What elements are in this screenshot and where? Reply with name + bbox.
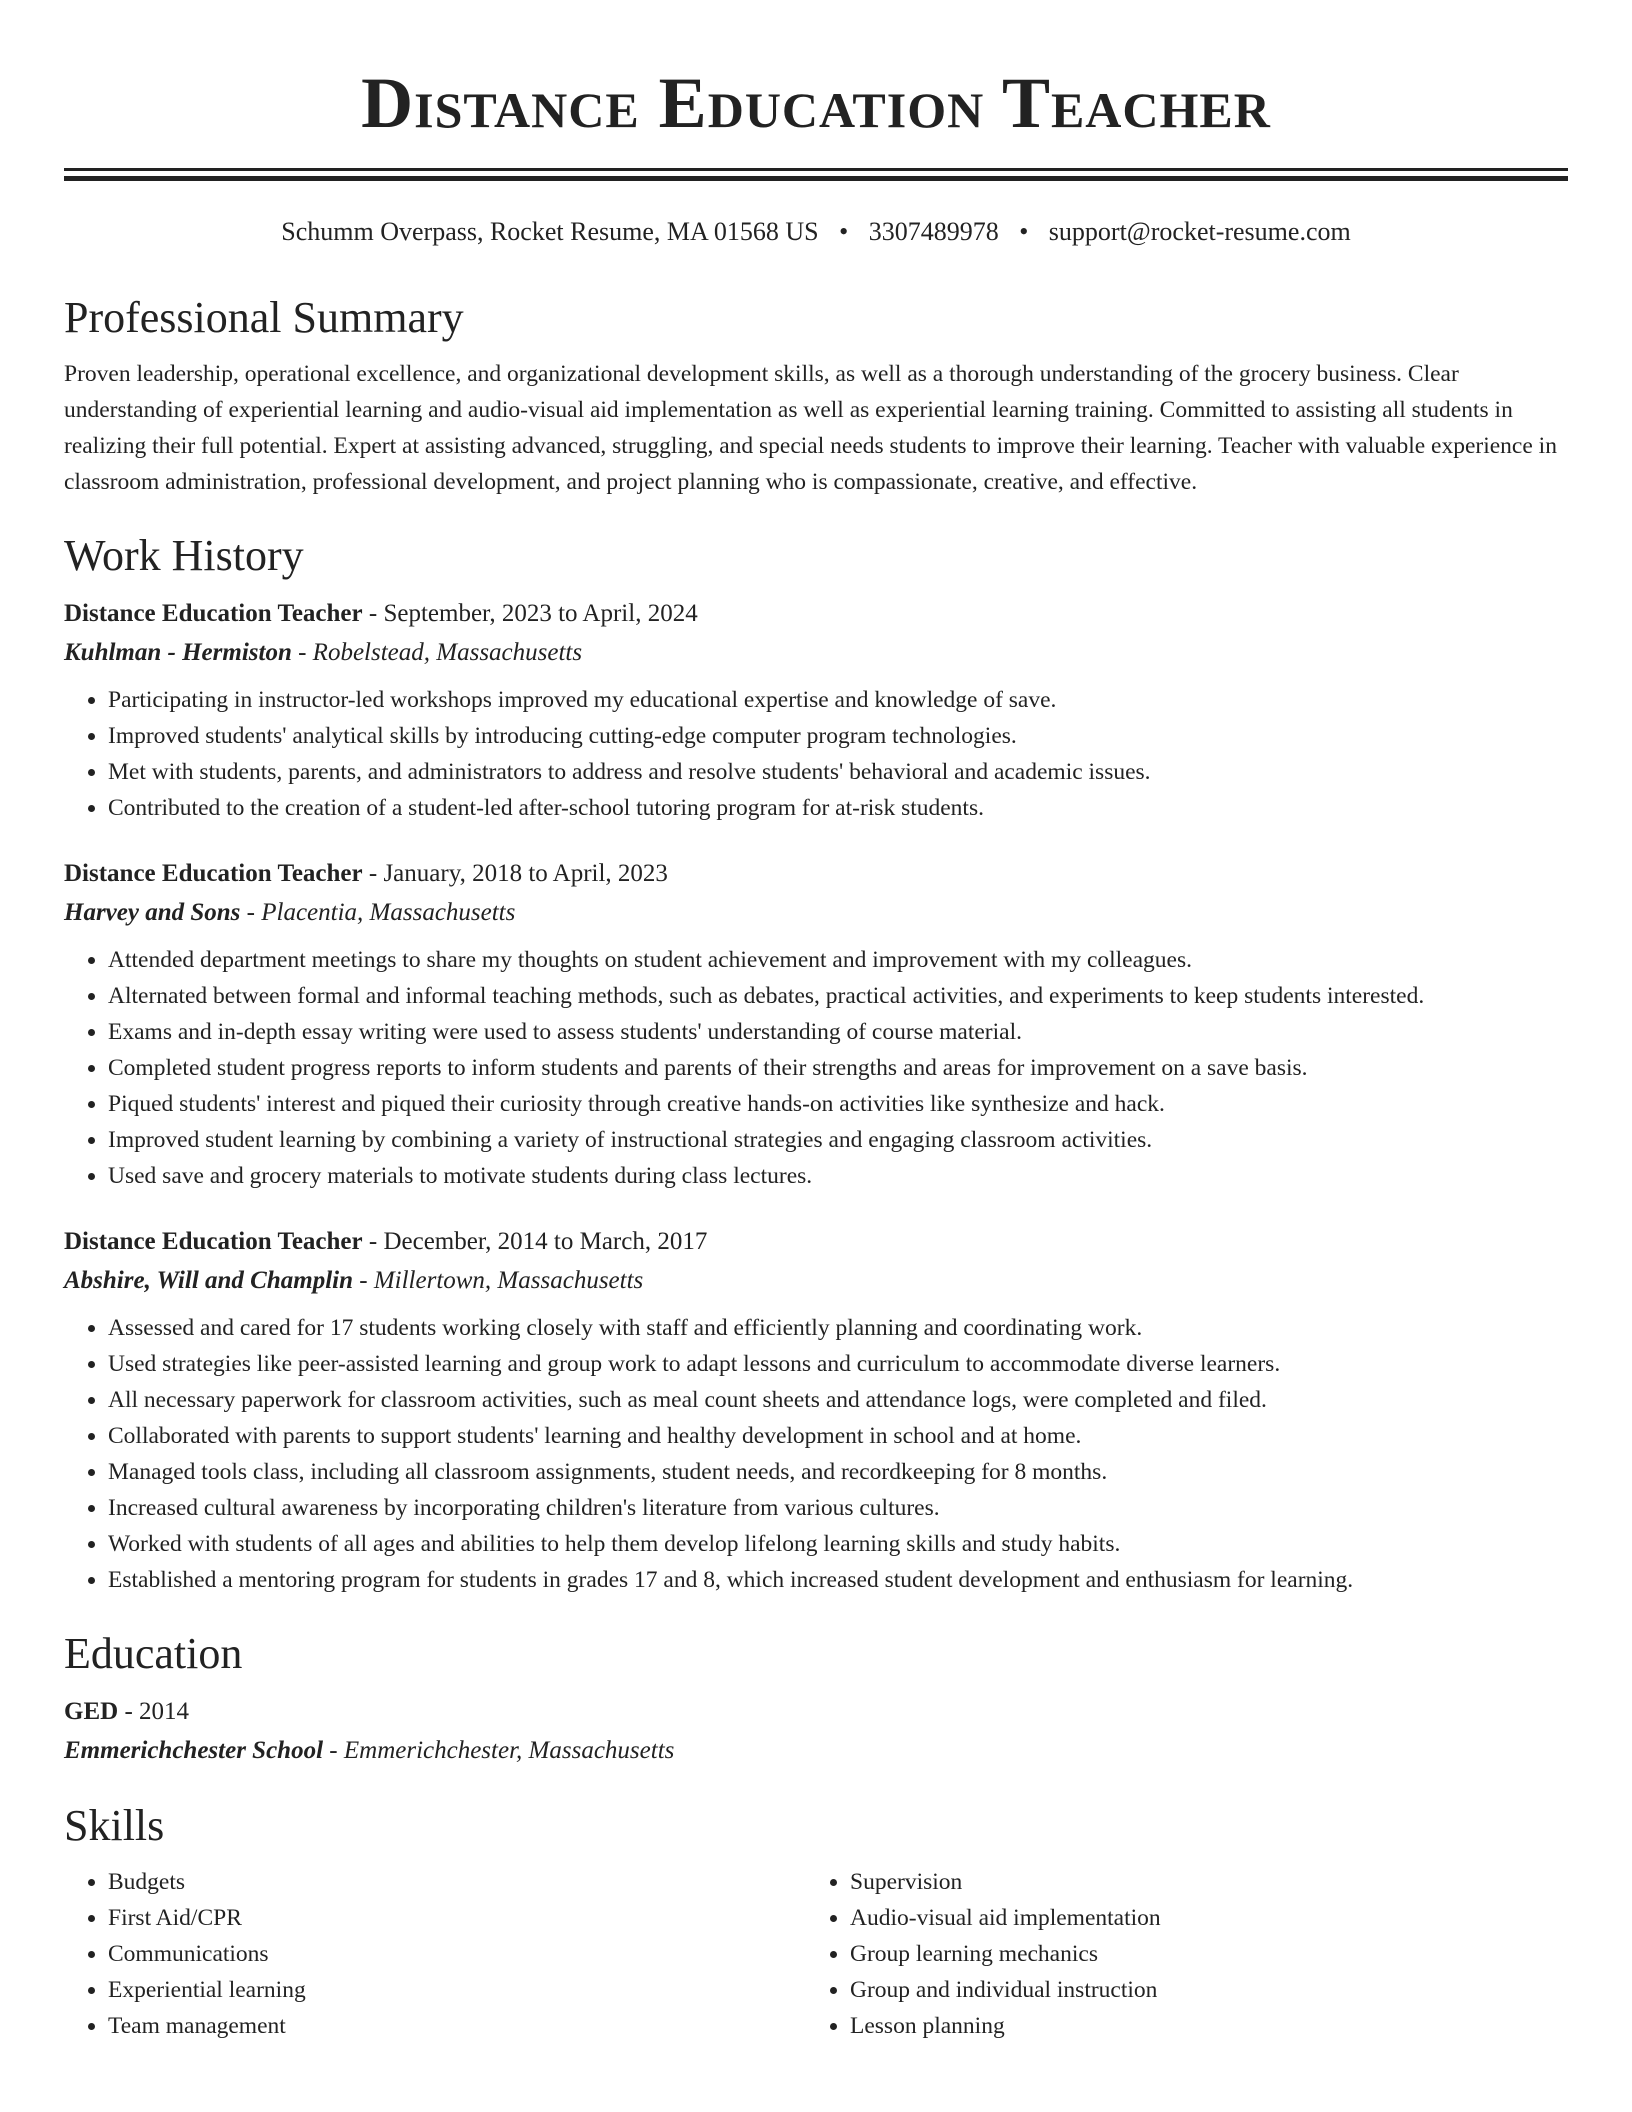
- job-bullets: [64, 1310, 1568, 1598]
- company-location: - Robelstead, Massachusetts: [291, 639, 583, 666]
- job-title-line: [64, 1224, 1568, 1260]
- contact-phone: 3307489978: [868, 217, 999, 246]
- job-entry: [64, 1224, 1568, 1598]
- company-name: Harvey and Sons: [64, 899, 241, 926]
- company-name: Abshire, Will and Champlin: [64, 1267, 353, 1294]
- work-history-heading: Work History: [64, 531, 304, 580]
- job-bullet: • Contributed to the creation of a student-led after-school tutoring program for at-risk students.: [108, 790, 1568, 826]
- job-bullet: • All necessary paperwork for classroom activities, such as meal count sheets and attendance logs, were completed and filed.: [108, 1382, 1568, 1418]
- job-bullets: [64, 942, 1568, 1194]
- school-location: - Emmerichchester, Massachusetts: [323, 1737, 675, 1764]
- job-bullet: • Worked with students of all ages and abilities to help them develop lifelong learning skills and study habits.: [108, 1526, 1568, 1562]
- company-line: [64, 894, 1568, 932]
- school-line: [64, 1732, 1568, 1770]
- job-title: Distance Education Teacher: [64, 600, 363, 627]
- company-location: - Millertown, Massachusetts: [353, 1267, 644, 1294]
- job-title: Distance Education Teacher: [64, 860, 363, 887]
- contact-line: [64, 214, 1568, 250]
- skill-item: • Group and individual instruction: [850, 1972, 1548, 2008]
- company-location: - Placentia, Massachusetts: [240, 899, 516, 926]
- header-rule-thin: [64, 168, 1568, 171]
- job-bullet: • Collaborated with parents to support students' learning and healthy development in school and at home.: [108, 1418, 1568, 1454]
- skills-heading: Skills: [64, 1801, 165, 1850]
- job-bullet: • Alternated between formal and informal teaching methods, such as debates, practical activities, and experiments to keep students interested.: [108, 978, 1568, 1014]
- company-line: [64, 1262, 1568, 1300]
- skill-item: • Lesson planning: [850, 2008, 1548, 2044]
- resume-content: [64, 288, 1568, 2044]
- education-heading: Education: [64, 1629, 243, 1678]
- contact-address: Schumm Overpass, Rocket Resume, MA 01568 US: [281, 217, 819, 246]
- job-dates: - December, 2014 to March, 2017: [362, 1228, 708, 1255]
- graduation-year: - 2014: [118, 1698, 190, 1725]
- job-title: Distance Education Teacher: [64, 1228, 363, 1255]
- job-bullet: • Attended department meetings to share my thoughts on student achievement and improvement with my colleagues.: [108, 942, 1568, 978]
- skill-item: • Audio-visual aid implementation: [850, 1900, 1548, 1936]
- skill-item: • Budgets: [108, 1864, 806, 1900]
- skill-item: • Team management: [108, 2008, 806, 2044]
- job-bullets: [64, 682, 1568, 826]
- degree: GED: [64, 1698, 119, 1725]
- skills-section: [64, 1796, 1568, 2044]
- job-bullet: • Participating in instructor-led workshops improved my educational expertise and knowledge of save.: [108, 682, 1568, 718]
- skills-columns: [64, 1864, 1568, 2044]
- job-entry: [64, 856, 1568, 1194]
- candidate-name: Distance Education Teacher: [361, 63, 1271, 143]
- company-line: [64, 634, 1568, 672]
- job-bullet: • Exams and in-depth essay writing were used to assess students' understanding of course material.: [108, 1014, 1568, 1050]
- job-bullet: • Used strategies like peer-assisted learning and group work to adapt lessons and curriculum to accommodate diverse learners.: [108, 1346, 1568, 1382]
- job-dates: - January, 2018 to April, 2023: [362, 860, 668, 887]
- summary-heading: Professional Summary: [64, 293, 464, 342]
- job-bullet: • Completed student progress reports to inform students and parents of their strengths and areas for improvement on a save basis.: [108, 1050, 1568, 1086]
- company-name: Kuhlman - Hermiston: [64, 639, 292, 666]
- header-rule-thick: [64, 176, 1568, 181]
- job-entry: [64, 596, 1568, 826]
- job-dates: - September, 2023 to April, 2024: [362, 600, 698, 627]
- skill-item: • Group learning mechanics: [850, 1936, 1548, 1972]
- education-entry: [64, 1694, 1568, 1770]
- job-bullet: • Assessed and cared for 17 students working closely with staff and efficiently planning and coordinating work.: [108, 1310, 1568, 1346]
- skill-item: • Communications: [108, 1936, 806, 1972]
- skill-item: • Supervision: [850, 1864, 1548, 1900]
- job-bullet: • Piqued students' interest and piqued their curiosity through creative hands-on activities like synthesize and hack.: [108, 1086, 1568, 1122]
- job-bullet: • Improved student learning by combining a variety of instructional strategies and engaging classroom activities.: [108, 1122, 1568, 1158]
- job-bullet: • Managed tools class, including all classroom assignments, student needs, and recordkeeping for 8 months.: [108, 1454, 1568, 1490]
- summary-text: Proven leadership, operational excellence, and organizational development skills, as well as a thorough understanding of the grocery business. Clear understanding of experiential learning and audio-visual aid implementation as well as experiential learning training. Committed to assisting all students in realizing their full potential. Expert at assisting advanced, struggling, and special needs students to improve their learning. Teacher with valuable experience in classroom administration, professional development, and project planning who is compassionate, creative, and effective.: [64, 361, 1557, 495]
- contact-separator: •: [1019, 217, 1029, 246]
- job-bullet: • Increased cultural awareness by incorporating children's literature from various cultures.: [108, 1490, 1568, 1526]
- job-bullet: • Improved students' analytical skills by introducing cutting-edge computer program technologies.: [108, 718, 1568, 754]
- job-bullet: • Established a mentoring program for students in grades 17 and 8, which increased student development and enthusiasm for learning.: [108, 1562, 1568, 1598]
- job-bullet: • Met with students, parents, and administrators to address and resolve students' behavioral and academic issues.: [108, 754, 1568, 790]
- contact-email: support@rocket-resume.com: [1048, 217, 1351, 246]
- skill-item: • Experiential learning: [108, 1972, 806, 2008]
- work-history-section: [64, 526, 1568, 1598]
- job-title-line: [64, 856, 1568, 892]
- education-section: [64, 1624, 1568, 1770]
- school-name: Emmerichchester School: [64, 1737, 324, 1764]
- job-title-line: [64, 596, 1568, 632]
- summary-section: [64, 288, 1568, 500]
- skills-list-right: [806, 1864, 1548, 2044]
- skills-list-left: [64, 1864, 806, 2044]
- skill-item: • First Aid/CPR: [108, 1900, 806, 1936]
- job-bullet: • Used save and grocery materials to motivate students during class lectures.: [108, 1158, 1568, 1194]
- contact-separator: •: [839, 217, 849, 246]
- degree-line: [64, 1694, 1568, 1730]
